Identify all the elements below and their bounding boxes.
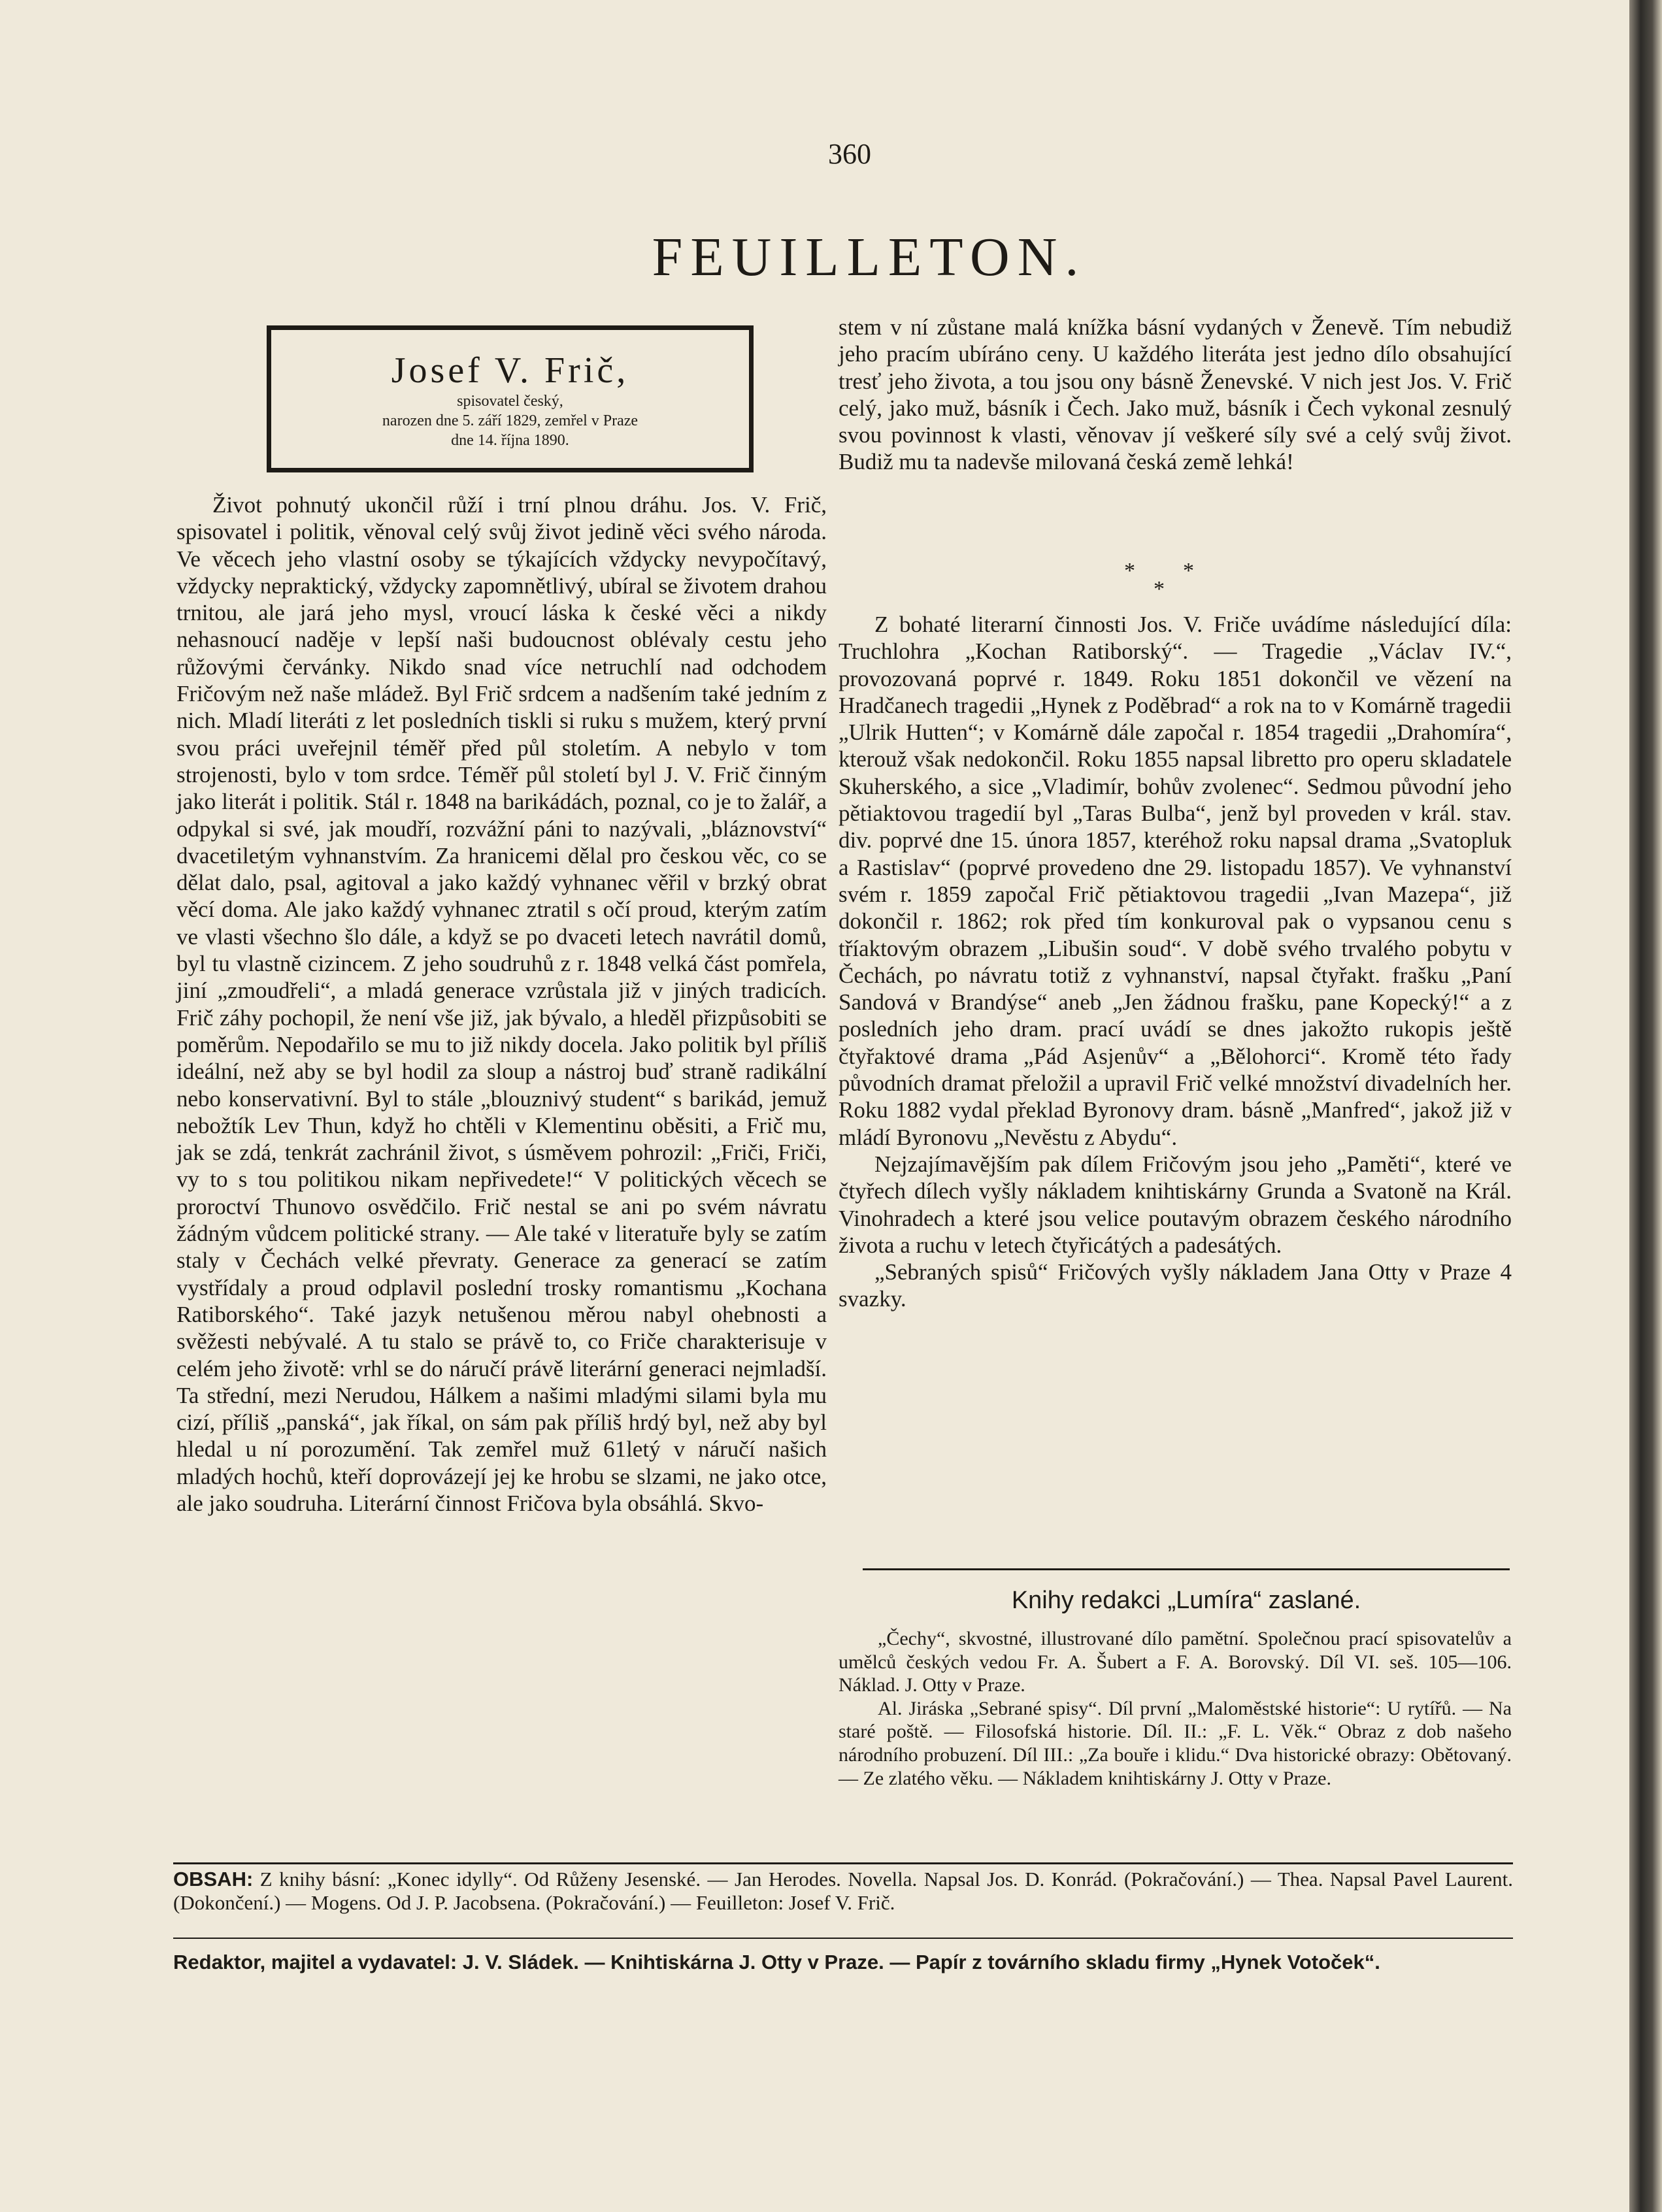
obituary-dates-line1: narozen dne 5. září 1829, zemřel v Praze bbox=[382, 412, 639, 429]
right-column-works bbox=[839, 611, 1512, 1313]
asterism-star: * bbox=[1154, 577, 1165, 601]
obituary-name: Josef V. Frič, bbox=[391, 350, 629, 391]
book-spine bbox=[1629, 0, 1662, 2212]
right-paragraph-3: Nejzajímavějším pak dílem Fričovým jsou jeho „Paměti“, které ve čtyřech dílech vyšly nákladem knihtiskárny Grunda a Svatoně na Král. Vinohradech a které jsou velice poutavým obrazem českého národního života a ruchu v letech čtyřicátých a padesátých. bbox=[839, 1151, 1512, 1258]
book-entry: Al. Jiráska „Sebrané spisy“. Díl první „Maloměstské historie“: U rytířů. — Na staré poště. — Filosofská historie. Díl. II.: „F. L. Věk.“ Obraz z dob našeho národního probuzení. Díl III.: „Za bouře i klidu.“ Dva historické obrazy: Obětovaný. — Ze zlatého věku. — Nákladem knihtiskárny J. Otty v Praze. bbox=[839, 1697, 1512, 1789]
contents-block bbox=[173, 1868, 1513, 1915]
asterism-star: * bbox=[1183, 559, 1194, 583]
books-divider bbox=[863, 1568, 1510, 1570]
obituary-paragraph: Život pohnutý ukončil růží i trní plnou dráhu. Jos. V. Frič, spisovatel i politik, věnoval celý svůj život jedině věci svého národa. Ve věcech jeho vlastní osoby se týkajících vždycky nevypočítavý, vždycky nepraktický, vždycky zapomnětlivý, ubíral se životem drahou trnitou, ale jará jeho mysl, vroucí láska k české věci a nikdy nehasnoucí naděje v lepší naši budoucnost oblévaly cestu jeho růžovými červánky. Nikdo snad více netruchlí nad odchodem Fričovým než naše mládež. Byl Frič srdcem a nadšením také jedním z nich. Mladí literáti z let posledních tiskli si ruku s mužem, který první svou práci uveřejnil téměř před půl stoletím. A nebylo v tom strojenosti, bylo v tom srdce. Téměř půl století byl J. V. Frič činným jako literát i politik. Stál r. 1848 na barikádách, poznal, co je to žalář, a odpykal si své, jak moudří, rozvážní páni to nazývali, „bláznovství“ dvacetiletým vyhnanstvím. Za hranicemi dělal pro českou věc, co se dělat dalo, psal, agitoval a jako každý vyhnanec věřil v brzký obrat věcí doma. Ale jako každý vyhnanec ztratil s očí proud, kterým zatím ve vlasti všechno šlo dále, a když se po dvaceti letech navrátil domů, byl tu vlastně cizincem. Z jeho soudruhů z r. 1848 velká část pomřela, jiní „zmoudřeli“, a mladá generace vzrůstala již v jiných tradicích. Frič záhy pochopil, že není vše již, jak bývalo, a hleděl přizpůsobiti se poměrům. Nepodařilo se mu to již nikdy docela. Jako politik byl příliš ideální, než aby se byl hodil za sloup a nástroj buď straně radikální nebo konservativní. Byl to stále „blouznivý student“ s barikád, jemuž nebožtík Lev Thun, když ho chtěli v Klementinu oběsiti, a Frič mu, jak se zdá, tenkrát zachránil život, s úsměvem pohrozil: „Friči, Friči, vy to s tou politikou nikam nepřivedete!“ V politických věcech se proroctví Thunovo osvědčilo. Frič nestal se ani po svém návratu žádným vůdcem politické strany. — Ale také v literatuře byly se zatím staly v Čechách velké převraty. Generace za generací se zatím vystřídaly a proud odplavil poslední trosky romantismu „Kochana Ratiborského“. Také jazyk netušenou měrou nabyl ohebnosti a svěžesti nebývalé. A tu stalo se právě to, co Friče charakterisuje v celém jeho životě: vrhl se do náručí právě literární generaci nejmladší. Ta střední, mezi Nerudou, Hálkem a našimi mladými silami byla mu cizí, příliš „panská“, jak říkal, on sám pak příliš hrdý byl, než aby byl hledal u ní porozumění. Tak zemřel muž 61letý v náručí našich mladých hochů, kteří doprovázejí jej ke hrobu se slzami, ne jako otce, ale jako soudruha. Literární činnost Fričova byla obsáhlá. Skvo- bbox=[176, 492, 827, 1516]
obituary-box bbox=[267, 325, 754, 472]
contents-divider bbox=[173, 1862, 1513, 1864]
books-list bbox=[839, 1627, 1512, 1790]
right-paragraph-2: Z bohaté literarní činnosti Jos. V. Friče uvádíme následující díla: Truchlohra „Kochan Ratiborský“. — Tragedie „Václav IV.“, provozovaná poprvé r. 1849. Roku 1851 dokončil ve vězení na Hradčanech tragedii „Hynek z Poděbrad“ a rok na to v Komárně tragedii „Ulrik Hutten“; v Komárně dále započal r. 1854 tragedii „Drahomíra“, kterouž však nedokončil. Roku 1855 napsal libretto pro operu skladatele Skuherského, a sice „Vladimír, bohův zvolenec“. Sedmou původní jeho pětiaktovou tragedií byl „Taras Bulba“, jenž byl proveden v král. stav. div. poprvé dne 15. února 1857, kteréhož roku napsal drama „Svatopluk a Rastislav“ (poprvé provedeno dne 29. listopadu 1857). Ve vyhnanství svém r. 1859 započal Frič pětiaktovou tragedii „Ivan Mazepa“, již dokončil r. 1862; rok před tím konkuroval pak o vypsanou cenu s tříaktovým obrazem „Libušin soud“. V době svého trvalého pobytu v Čechách, po návratu totiž z vyhnanství, napsal čtyřakt. frašku „Paní Sandová v Brandýse“ aneb „Jen žádnou frašku, pane Kopecký!“ a z posledních jeho dram. prací uvádí se dnes jakožto rukopis ještě čtyřaktové drama „Pád Asjenův“ a „Bělohorci“. Kromě této řady původních dramat přeložil a upravil Frič velké množství divadelních her. Roku 1882 vydal překlad Byronovy dram. básně „Manfred“, jakož již v mládí Byronovu „Nevěstu z Abydu“. bbox=[839, 612, 1512, 1150]
contents-text: Z knihy básní: „Konec idylly“. Od Růženy Jesenské. — Jan Herodes. Novella. Napsal Jos. D. Konrád. (Pokračování.) — Thea. Napsal Pavel Laurent. (Dokončení.) — Mogens. Od J. P. Jacobsena. (Pokračování.) — Feuilleton: Josef V. Frič. bbox=[173, 1868, 1513, 1914]
contents-label: OBSAH: bbox=[173, 1868, 254, 1890]
asterism bbox=[1098, 559, 1261, 601]
section-title: FEUILLETON. bbox=[652, 227, 1087, 288]
page-number: 360 bbox=[828, 138, 871, 170]
left-column bbox=[176, 491, 827, 1517]
imprint-divider bbox=[173, 1938, 1513, 1939]
asterism-star: * bbox=[1124, 559, 1135, 583]
imprint: Redaktor, majitel a vydavatel: J. V. Sládek. — Knihtiskárna J. Otty v Praze. — Papír z továrního skladu firmy „Hynek Votoček“. bbox=[173, 1951, 1380, 1973]
obituary-dates-line2: dne 14. října 1890. bbox=[451, 432, 569, 449]
right-column bbox=[839, 314, 1512, 476]
book-entry: „Čechy“, skvostné, illustrované dílo pamětní. Společnou prací spisovatelův a umělců českých vedou Fr. A. Šubert a F. A. Borovský. Díl VI. seš. 105—106. Náklad. J. Otty v Praze. bbox=[839, 1628, 1512, 1696]
obituary-occupation: spisovatel český, bbox=[457, 393, 563, 410]
right-paragraph-1: stem v ní zůstane malá knížka básní vydaných v Ženevě. Tím nebudiž jeho pracím ubíráno ceny. U každého literáta jest jedno dílo obsahující tresť jeho života, a tou jsou ony básně Ženevské. V nich jest Jos. V. Frič celý, jako muž, básník i Čech. Jako muž, básník i Čech vykonal zesnulý svou povinnost k vlasti, věnovav jí veškeré síly své a celý svůj život. Budiž mu ta nadevše milovaná česká země lehká! bbox=[839, 314, 1512, 475]
books-heading: Knihy redakci „Lumíra“ zaslané. bbox=[1011, 1587, 1361, 1614]
right-paragraph-4: „Sebraných spisů“ Fričových vyšly nákladem Jana Otty v Praze 4 svazky. bbox=[839, 1259, 1512, 1312]
